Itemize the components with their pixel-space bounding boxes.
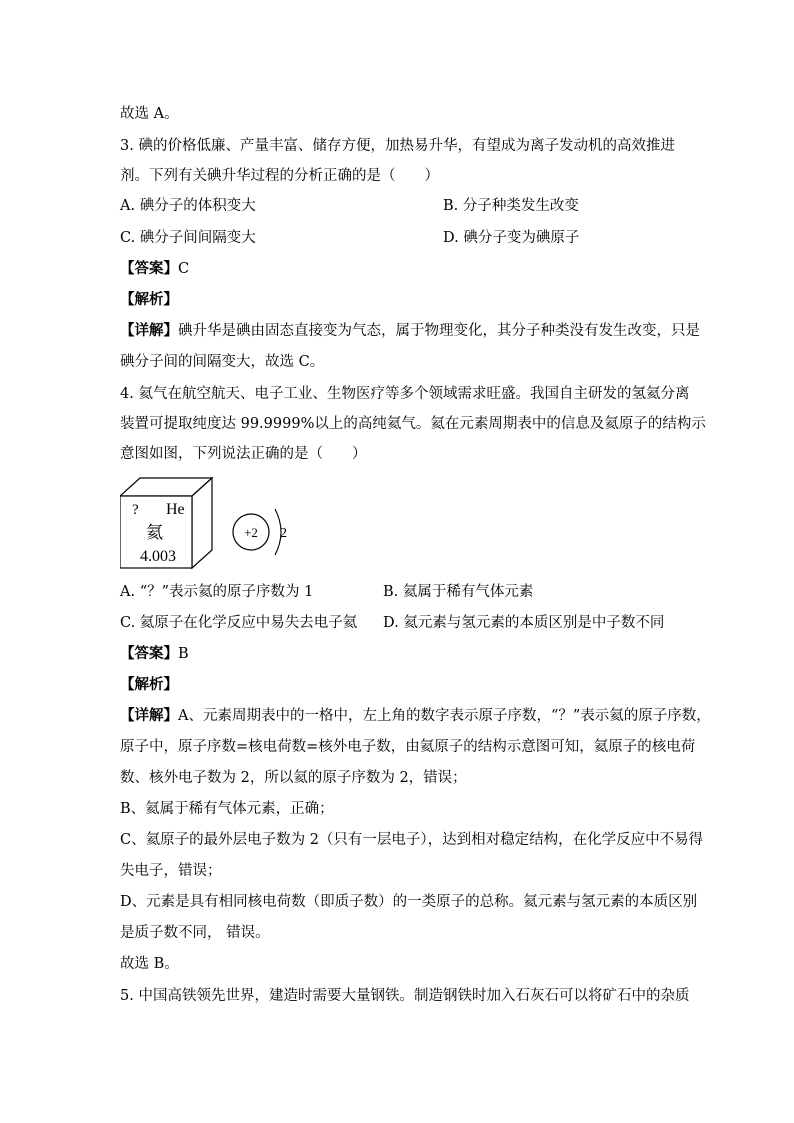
q3-option-a: A. 碘分子的体积变大 (120, 198, 256, 214)
q3-detail-text: 碘升华是碘由固态直接变为气态，属于物理变化，其分子种类没有发生改变，只是 (178, 323, 700, 339)
q3-option-c: C. 碘分子间间隔变大 (120, 230, 256, 246)
atom-structure-diagram (233, 509, 287, 555)
q4-stem-line-2: 装置可提取纯度达 99.9999%以上的高纯氦气。氦在元素周期表中的信息及氦原子的结构示 (120, 416, 706, 432)
q4-detail-line-2: 原子中，原子序数=核电荷数=核外电子数，由氦原子的结构示意图可知，氦原子的核电荷 (120, 739, 696, 755)
q3-stem-line-1: 3. 碘的价格低廉、产量丰富、储存方便，加热易升华，有望成为离子发动机的高效推进 (120, 138, 675, 154)
q4-detail-line-3: 数、核外电子数为 2，所以氦的原子序数为 2，错误； (120, 770, 467, 786)
q4-answer (120, 644, 189, 664)
q4-option-a: A. “？”表示氦的原子序数为 1 (120, 584, 314, 600)
q4-detail-label: 【详解】 (120, 707, 178, 724)
q4-conclusion: 故选 B。 (120, 956, 179, 972)
q3-analysis-label: 【解析】 (120, 291, 178, 308)
q4-detail-text: A、元素周期表中的一格中，左上角的数字表示原子序数，“？”表示氦的原子序数， (178, 708, 711, 724)
element-mass: 4.003 (140, 548, 176, 565)
q5-stem-line-1: 5. 中国高铁领先世界，建造时需要大量钢铁。制造钢铁时加入石灰石可以将矿石中的杂质 (120, 988, 690, 1004)
q4-option-d: D. 氦元素与氢元素的本质区别是中子数不同 (383, 615, 665, 631)
q4-stem-line-1: 4. 氦气在航空航天、电子工业、生物医疗等多个领域需求旺盛。我国自主研发的氢氦分离 (120, 386, 690, 402)
q3-answer-value: C (178, 261, 190, 277)
q4-option-b: B. 氦属于稀有气体元素 (383, 584, 534, 600)
q3-detail-line-1 (120, 321, 700, 341)
q4-analysis-label: 【解析】 (120, 676, 178, 693)
q4-detail-line-4: B、氦属于稀有气体元素，正确； (120, 801, 334, 817)
q3-option-b: B. 分子种类发生改变 (443, 198, 579, 214)
q4-detail-line-6: 失电子，错误； (120, 863, 222, 879)
element-name: 氦 (146, 523, 163, 543)
element-card (120, 478, 212, 568)
q3-stem-line-2: 剂。下列有关碘升华过程的分析正确的是（ ） (120, 168, 439, 184)
element-symbol: He (166, 501, 185, 518)
q4-detail-line-8: 是质子数不同， 错误。 (120, 925, 270, 941)
electron-count: 2 (280, 526, 287, 541)
q4-answer-value: B (178, 646, 189, 662)
q4-answer-label: 【答案】 (120, 645, 178, 662)
nucleus-charge: +2 (244, 525, 258, 540)
q3-answer (120, 259, 189, 279)
element-number: ? (132, 502, 139, 518)
helium-figure (120, 476, 320, 576)
q3-detail-line-2: 碘分子间的间隔变大，故选 C。 (120, 354, 325, 370)
q3-detail-label: 【详解】 (120, 322, 178, 339)
q4-detail-line-5: C、氦原子的最外层电子数为 2（只有一层电子），达到相对稳定结构，在化学反应中不易得 (120, 832, 704, 848)
q4-detail-line-7: D、元素是具有相同核电荷数（即质子数）的一类原子的总称。氦元素与氢元素的本质区别 (120, 894, 698, 910)
q2-conclusion: 故选 A。 (120, 106, 179, 122)
q4-option-c: C. 氦原子在化学反应中易失去电子氦 (120, 615, 358, 631)
q4-stem-line-3: 意图如图，下列说法正确的是（ ） (120, 446, 367, 462)
q4-detail-line-1 (120, 706, 711, 726)
q3-answer-label: 【答案】 (120, 260, 178, 277)
q3-option-d: D. 碘分子变为碘原子 (443, 230, 580, 246)
